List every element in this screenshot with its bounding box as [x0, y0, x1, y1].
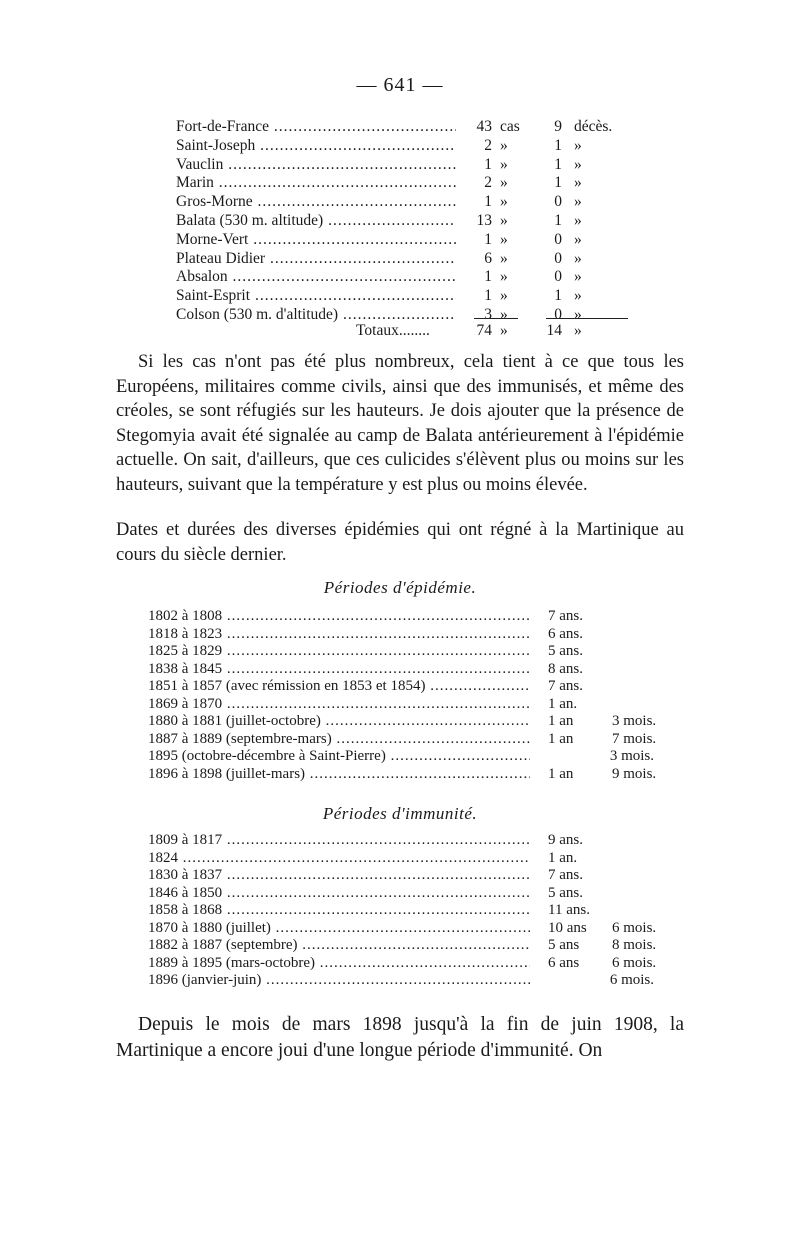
paragraph-dates-intro: Dates et durées des diverses épidémies qui ont régné à la Martinique au cours du siècle dernier. [116, 520, 684, 565]
death-unit: » [574, 305, 582, 323]
table-row [176, 250, 636, 269]
death-count: 1 [554, 155, 562, 173]
location-name: Vauclin ..... [176, 156, 456, 175]
period-label: 1809 à 1817 ..... [148, 832, 530, 850]
list-item [148, 678, 668, 696]
period-duration: 7 ans. [548, 678, 583, 694]
location-name: Balata (530 m. altitude) ..... [176, 212, 456, 231]
location-name: Gros-Morne ..... [176, 193, 456, 212]
period-duration: 6 ans [548, 954, 580, 971]
table-row [176, 137, 636, 156]
list-item [148, 937, 668, 955]
period-label: 1869 à 1870 ..... [148, 696, 530, 714]
case-unit: cas [500, 118, 520, 135]
case-count: 2 [484, 136, 492, 154]
table-row [176, 231, 636, 250]
location-name: Saint-Joseph ..... [176, 137, 456, 156]
death-count: 0 [554, 268, 562, 286]
period-label: 1851 à 1857 (avec rémission en 1853 et 1854) ..... [148, 678, 530, 696]
table-row [176, 118, 636, 137]
table-row [176, 156, 636, 175]
period-duration: 1 an [548, 713, 574, 729]
case-count: 1 [484, 287, 492, 305]
table-row [176, 174, 636, 193]
list-item [148, 955, 668, 973]
period-duration: 10 ans [548, 919, 587, 936]
list-item [148, 972, 668, 990]
case-count: 43 [476, 118, 492, 135]
period-duration: 6 ans. [548, 625, 583, 642]
case-unit: » [500, 305, 508, 323]
death-unit: décès. [574, 118, 613, 135]
period-duration: 11 ans. [548, 902, 590, 918]
case-unit: » [500, 249, 508, 267]
total-deaths: 14 [546, 322, 562, 339]
paragraph-immunity-since-1898: Depuis le mois de mars 1898 jusqu'à la fin de juin 1908, la Martinique a encore joui d'une longue période d'immunité. On [116, 1014, 684, 1061]
period-duration: 7 ans. [548, 608, 583, 624]
death-count: 1 [554, 136, 562, 154]
list-item [148, 766, 668, 784]
case-count: 2 [484, 174, 492, 192]
list-item [148, 867, 668, 885]
death-count: 1 [554, 287, 562, 305]
case-count: 6 [484, 249, 492, 267]
location-name: Marin ..... [176, 174, 456, 193]
location-name: Absalon ..... [176, 268, 456, 287]
epidemic-heading: Périodes d'épidémie. [323, 578, 477, 597]
period-months: 8 mois. [612, 937, 657, 953]
death-count: 9 [554, 118, 562, 135]
death-unit: » [574, 287, 582, 305]
total-row [176, 321, 636, 341]
list-item [148, 713, 668, 731]
table-row [176, 268, 636, 287]
case-count: 1 [484, 268, 492, 286]
death-unit: » [574, 230, 582, 248]
location-name: Plateau Didier ..... [176, 250, 456, 269]
immunity-period-list [148, 832, 668, 990]
immunity-heading: Périodes d'immunité. [322, 804, 478, 823]
total-rule-deaths [546, 318, 628, 319]
period-label: 1802 à 1808 ..... [148, 608, 530, 626]
period-label: 1824 ..... [148, 850, 530, 868]
period-label: 1896 (janvier-juin) ..... [148, 972, 530, 990]
period-duration: 7 ans. [548, 867, 583, 883]
total-deaths-unit: » [574, 322, 582, 339]
case-count: 1 [484, 193, 492, 211]
location-name: Fort-de-France ..... [176, 118, 456, 137]
period-months: 3 mois. [612, 713, 657, 729]
period-label: 1825 à 1829 ..... [148, 643, 530, 661]
period-duration: 5 ans [548, 937, 580, 953]
death-count: 0 [554, 230, 562, 248]
case-unit: » [500, 268, 508, 286]
death-unit: » [574, 174, 582, 192]
list-item [148, 661, 668, 679]
period-label: 1895 (octobre-décembre à Saint-Pierre) ..... [148, 748, 530, 766]
period-label: 1838 à 1845 ..... [148, 661, 530, 679]
period-duration: 1 an. [548, 695, 578, 712]
case-unit: » [500, 174, 508, 192]
period-label: 1830 à 1837 ..... [148, 867, 530, 885]
death-unit: » [574, 155, 582, 173]
death-unit: » [574, 211, 582, 229]
period-duration: 1 an [548, 765, 574, 782]
period-months: 6 mois. [612, 919, 657, 936]
case-count: 1 [484, 155, 492, 173]
list-item [148, 748, 668, 766]
period-label: 1818 à 1823 ..... [148, 626, 530, 644]
period-months: 6 mois. [609, 972, 654, 988]
case-unit: » [500, 287, 508, 305]
total-label: Totaux........ [356, 322, 430, 339]
period-months: 9 mois. [612, 765, 657, 782]
case-count: 13 [476, 211, 492, 229]
list-item [148, 920, 668, 938]
death-unit: » [574, 249, 582, 267]
list-item [148, 643, 668, 661]
case-count: 1 [484, 230, 492, 248]
list-item [148, 885, 668, 903]
list-item [148, 626, 668, 644]
total-cases-unit: » [500, 322, 508, 339]
total-cases: 74 [476, 322, 492, 339]
death-unit: » [574, 268, 582, 286]
case-unit: » [500, 211, 508, 229]
case-count: 3 [484, 305, 492, 323]
period-label: 1870 à 1880 (juillet) ..... [148, 920, 530, 938]
death-count: 1 [554, 174, 562, 192]
page-number: — 641 — [356, 74, 444, 96]
period-label: 1889 à 1895 (mars-octobre) ..... [148, 955, 530, 973]
period-months: 3 mois. [609, 748, 654, 764]
list-item [148, 902, 668, 920]
period-label: 1880 à 1881 (juillet-octobre) ..... [148, 713, 530, 731]
period-label: 1858 à 1868 ..... [148, 902, 530, 920]
list-item [148, 608, 668, 626]
period-months: 7 mois. [612, 730, 657, 747]
period-label: 1887 à 1889 (septembre-mars) ..... [148, 731, 530, 749]
location-name: Morne-Vert ..... [176, 231, 456, 250]
table-row [176, 212, 636, 231]
list-item [148, 832, 668, 850]
table-row [176, 287, 636, 306]
period-months: 6 mois. [612, 954, 657, 971]
location-name: Saint-Esprit ..... [176, 287, 456, 306]
death-unit: » [574, 193, 582, 211]
death-count: 0 [554, 305, 562, 323]
death-count: 1 [554, 211, 562, 229]
period-label: 1882 à 1887 (septembre) ..... [148, 937, 530, 955]
cases-table [176, 118, 636, 325]
death-count: 0 [554, 193, 562, 211]
epidemic-period-list [148, 608, 668, 783]
case-unit: » [500, 155, 508, 173]
period-duration: 5 ans. [548, 643, 583, 659]
period-duration: 8 ans. [548, 660, 583, 677]
list-item [148, 731, 668, 749]
period-duration: 1 an [548, 730, 574, 747]
total-rule-cases [474, 318, 518, 319]
list-item [148, 696, 668, 714]
death-unit: » [574, 136, 582, 154]
period-duration: 1 an. [548, 849, 578, 866]
period-duration: 9 ans. [548, 832, 583, 848]
period-label: 1846 à 1850 ..... [148, 885, 530, 903]
case-unit: » [500, 230, 508, 248]
list-item [148, 850, 668, 868]
period-label: 1896 à 1898 (juillet-mars) ..... [148, 766, 530, 784]
period-duration: 5 ans. [548, 884, 583, 901]
case-unit: » [500, 193, 508, 211]
table-row [176, 193, 636, 212]
paragraph-refugees: Si les cas n'ont pas été plus nombreux, cela tient à ce que tous les Européens, militaires comme civils, ainsi que des immunisés, et même des créoles, se sont réfugiés sur les hauteurs. Je dois ajouter que la présence de Stegomyia avait été signalée au camp de Balata antérieurement à l'épidémie actuelle. On sait, d'ailleurs, que ces culicides s'élèvent plus ou moins sur les hauteurs, suivant que la température y est plus ou moins élevée. [116, 352, 684, 495]
death-count: 0 [554, 249, 562, 267]
case-unit: » [500, 136, 508, 154]
location-name: Colson (530 m. d'altitude) ..... [176, 306, 456, 325]
